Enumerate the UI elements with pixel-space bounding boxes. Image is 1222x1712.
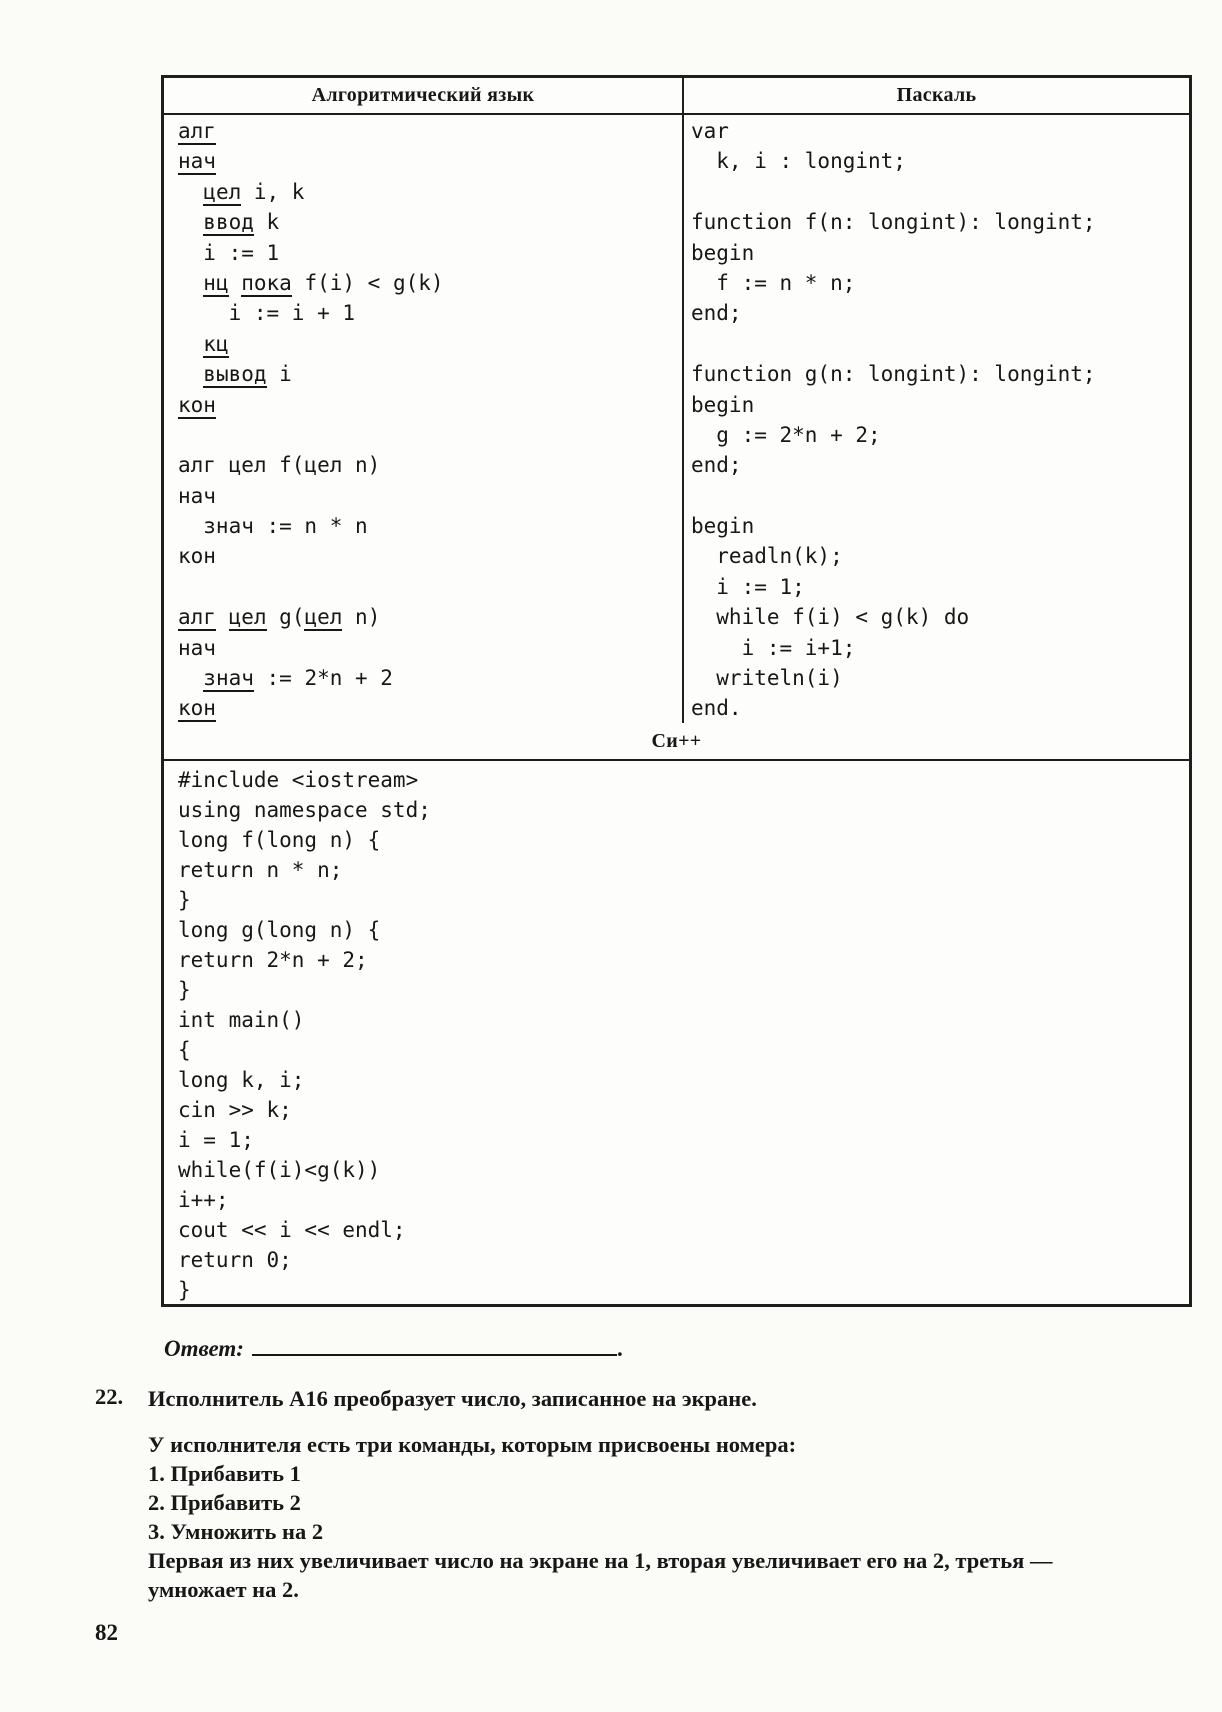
code-line: long k, i;: [178, 1068, 305, 1092]
code-line: {: [178, 1038, 191, 1062]
description-line: умножает на 2.: [148, 1577, 299, 1602]
answer-blank: [252, 1334, 617, 1356]
code-line: ввод k: [203, 210, 280, 235]
code-line: return 2*n + 2;: [178, 948, 368, 972]
commands-list: [148, 1459, 1222, 1546]
code-line: [178, 572, 682, 602]
answer-row: [164, 1334, 623, 1362]
pascal-code: [684, 115, 1189, 723]
command-item: 2. Прибавить 2: [148, 1490, 301, 1515]
code-line: using namespace std;: [178, 798, 431, 822]
code-line: i := 1;: [691, 574, 805, 599]
page-number: 82: [95, 1620, 118, 1645]
code-line: end.: [691, 696, 742, 721]
code-line: алг: [178, 119, 216, 143]
code-line: нц пока f(i) < g(k): [203, 270, 444, 295]
code-line: [691, 481, 1189, 511]
code-line: begin: [691, 514, 755, 539]
code-line: function f(n: longint): longint;: [691, 210, 1096, 235]
code-line: long g(long n) {: [178, 918, 381, 942]
code-line: кон: [178, 544, 216, 569]
code-line: [691, 177, 1189, 207]
code-line: знач := n * n: [178, 514, 368, 539]
question-block: [148, 1384, 1222, 1604]
code-line: begin: [691, 240, 755, 265]
code-line: алг цел g(цел n): [178, 605, 381, 630]
code-line: readln(k);: [691, 544, 843, 569]
code-line: алг цел f(цел n): [178, 453, 381, 478]
code-line: }: [178, 1278, 191, 1302]
code-line: var: [691, 119, 729, 143]
code-line: }: [178, 978, 191, 1002]
code-line: return n * n;: [178, 858, 343, 882]
code-line: }: [178, 888, 191, 912]
code-line: нач: [178, 483, 216, 508]
question-number: 22.: [95, 1384, 124, 1409]
description-line: Первая из них увеличивает число на экране на 1, вторая увеличивает его на 2, третья —: [148, 1548, 1053, 1573]
code-line: end;: [691, 301, 742, 326]
answer-period: .: [616, 1336, 623, 1361]
code-line: cin >> k;: [178, 1098, 292, 1122]
cpp-code: [164, 761, 1189, 1304]
code-line: нач: [178, 635, 216, 660]
answer-label: Ответ:: [164, 1336, 244, 1361]
code-line: i := i + 1: [178, 301, 356, 326]
commands-intro: У исполнителя есть три команды, которым присвоены номера:: [148, 1432, 797, 1457]
code-line: cout << i << endl;: [178, 1218, 406, 1242]
header-cell-cpp: Си++: [651, 729, 702, 752]
code-line: знач := 2*n + 2: [203, 666, 393, 691]
code-line: end;: [691, 453, 742, 478]
code-line: long f(long n) {: [178, 828, 381, 852]
code-line: return 0;: [178, 1248, 292, 1272]
code-line: function g(n: longint): longint;: [691, 362, 1096, 387]
code-line: k, i : longint;: [691, 149, 906, 174]
code-line: while f(i) < g(k) do: [691, 605, 970, 630]
code-line: int main(): [178, 1008, 305, 1032]
code-line: нач: [178, 149, 216, 174]
code-line: кц: [203, 331, 229, 356]
code-line: i++;: [178, 1188, 229, 1212]
code-line: цел i, k: [203, 179, 305, 204]
code-line: кон: [178, 392, 216, 417]
description-lines: [148, 1546, 1222, 1604]
cpp-header-row: [164, 723, 1189, 761]
code-line: i = 1;: [178, 1128, 254, 1152]
header-cell-algorithmic: Алгоритмический язык: [164, 78, 684, 113]
code-line: [178, 420, 682, 450]
code-line: i := 1: [178, 240, 280, 265]
code-line: f := n * n;: [691, 270, 856, 295]
table-header-row: [164, 78, 1189, 115]
table-body-row: [164, 115, 1189, 723]
code-line: begin: [691, 392, 755, 417]
code-comparison-table: [161, 75, 1192, 1307]
code-line: i := i+1;: [691, 635, 856, 660]
code-line: вывод i: [203, 362, 292, 387]
question-intro: Исполнитель А16 преобразует число, записанное на экране.: [148, 1386, 757, 1411]
code-line: while(f(i)<g(k)): [178, 1158, 381, 1182]
command-item: 1. Прибавить 1: [148, 1461, 301, 1486]
code-line: [691, 329, 1189, 359]
code-line: #include <iostream>: [178, 768, 419, 792]
code-line: g := 2*n + 2;: [691, 422, 881, 447]
code-line: кон: [178, 696, 216, 721]
code-line: writeln(i): [691, 666, 843, 691]
algorithmic-code: [164, 115, 684, 723]
command-item: 3. Умножить на 2: [148, 1519, 324, 1544]
header-cell-pascal: Паскаль: [896, 84, 977, 106]
